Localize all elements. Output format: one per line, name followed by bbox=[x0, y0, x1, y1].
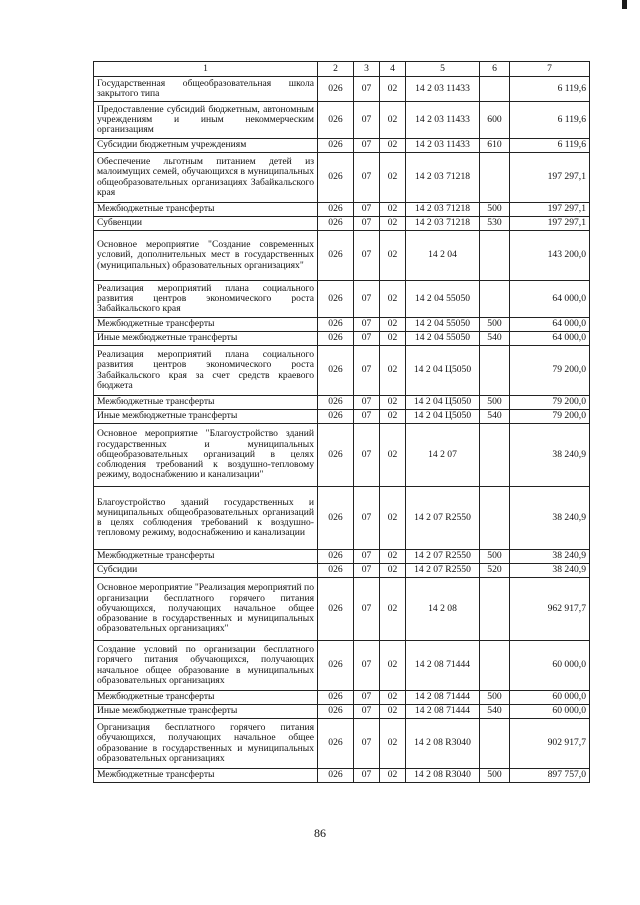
row-amount: 6 119,6 bbox=[510, 102, 590, 139]
table-row bbox=[94, 346, 590, 396]
row-amount: 60 000,0 bbox=[510, 705, 590, 719]
col-header-name: 1 bbox=[94, 62, 318, 77]
row-name: Государственная общеобразовательная школа закрытого типа bbox=[94, 77, 318, 102]
row-target-item: 14 2 03 71218 bbox=[406, 153, 480, 203]
row-name: Межбюджетные трансферты bbox=[94, 691, 318, 705]
row-section: 07 bbox=[354, 719, 380, 769]
row-target-item: 14 2 08 71444 bbox=[406, 641, 480, 691]
table-row bbox=[94, 102, 590, 139]
row-name: Иные межбюджетные трансферты bbox=[94, 705, 318, 719]
row-expense-type: 500 bbox=[480, 396, 510, 410]
row-admin-code: 026 bbox=[318, 410, 354, 424]
row-section: 07 bbox=[354, 332, 380, 346]
row-section: 07 bbox=[354, 77, 380, 102]
row-subsection: 02 bbox=[380, 705, 406, 719]
row-section: 07 bbox=[354, 691, 380, 705]
row-name: Субсидии bbox=[94, 564, 318, 578]
row-admin-code: 026 bbox=[318, 550, 354, 564]
table-row bbox=[94, 318, 590, 332]
row-target-item: 14 2 03 71218 bbox=[406, 217, 480, 231]
row-expense-type bbox=[480, 281, 510, 318]
row-amount: 143 200,0 bbox=[510, 231, 590, 281]
row-target-item: 14 2 03 71218 bbox=[406, 203, 480, 217]
table-row bbox=[94, 231, 590, 281]
table-row bbox=[94, 153, 590, 203]
row-section: 07 bbox=[354, 487, 380, 550]
table-row bbox=[94, 719, 590, 769]
row-name: Организация бесплатного горячего питания обучающихся, получающих начальное общее образование в государственных и муниципальных образовательных организациях bbox=[94, 719, 318, 769]
table-row bbox=[94, 424, 590, 487]
row-expense-type: 530 bbox=[480, 217, 510, 231]
row-section: 07 bbox=[354, 153, 380, 203]
row-section: 07 bbox=[354, 769, 380, 783]
row-amount: 38 240,9 bbox=[510, 550, 590, 564]
scan-corner-mark bbox=[622, 0, 627, 9]
row-name: Реализация мероприятий плана социального развития центров экономического роста Забайкальского края bbox=[94, 281, 318, 318]
row-subsection: 02 bbox=[380, 564, 406, 578]
col-header-amount: 7 bbox=[510, 62, 590, 77]
row-target-item: 14 2 08 R3040 bbox=[406, 719, 480, 769]
row-expense-type: 520 bbox=[480, 564, 510, 578]
row-name: Межбюджетные трансферты bbox=[94, 318, 318, 332]
row-expense-type bbox=[480, 641, 510, 691]
row-target-item: 14 2 03 11433 bbox=[406, 139, 480, 153]
row-target-item: 14 2 07 R2550 bbox=[406, 564, 480, 578]
budget-table bbox=[93, 61, 590, 783]
row-admin-code: 026 bbox=[318, 487, 354, 550]
row-section: 07 bbox=[354, 318, 380, 332]
row-name: Предоставление субсидий бюджетным, автономным учреждениям и иным некоммерческим организациям bbox=[94, 102, 318, 139]
row-admin-code: 026 bbox=[318, 77, 354, 102]
row-admin-code: 026 bbox=[318, 318, 354, 332]
row-admin-code: 026 bbox=[318, 139, 354, 153]
table-row bbox=[94, 769, 590, 783]
page-number: 86 bbox=[314, 826, 326, 840]
row-target-item: 14 2 07 R2550 bbox=[406, 550, 480, 564]
row-subsection: 02 bbox=[380, 691, 406, 705]
row-subsection: 02 bbox=[380, 487, 406, 550]
table-row bbox=[94, 641, 590, 691]
row-admin-code: 026 bbox=[318, 564, 354, 578]
row-amount: 60 000,0 bbox=[510, 691, 590, 705]
row-admin-code: 026 bbox=[318, 203, 354, 217]
row-amount: 197 297,1 bbox=[510, 153, 590, 203]
col-header-section: 3 bbox=[354, 62, 380, 77]
row-section: 07 bbox=[354, 346, 380, 396]
row-name: Благоустройство зданий государственных и муниципальных общеобразовательных организаций в целях соблюдения требований к воздушно-тепловому режиму, водоснабжению и канализации bbox=[94, 487, 318, 550]
row-subsection: 02 bbox=[380, 332, 406, 346]
table-row bbox=[94, 691, 590, 705]
row-amount: 79 200,0 bbox=[510, 346, 590, 396]
table-row bbox=[94, 564, 590, 578]
row-name: Межбюджетные трансферты bbox=[94, 550, 318, 564]
row-target-item: 14 2 07 bbox=[406, 424, 480, 487]
table-row bbox=[94, 77, 590, 102]
table-row bbox=[94, 487, 590, 550]
row-expense-type: 600 bbox=[480, 102, 510, 139]
row-target-item: 14 2 03 11433 bbox=[406, 102, 480, 139]
row-expense-type: 500 bbox=[480, 550, 510, 564]
row-section: 07 bbox=[354, 641, 380, 691]
row-section: 07 bbox=[354, 705, 380, 719]
table-row bbox=[94, 396, 590, 410]
row-amount: 6 119,6 bbox=[510, 139, 590, 153]
row-expense-type: 540 bbox=[480, 410, 510, 424]
row-admin-code: 026 bbox=[318, 102, 354, 139]
row-amount: 962 917,7 bbox=[510, 578, 590, 641]
row-amount: 38 240,9 bbox=[510, 424, 590, 487]
row-expense-type bbox=[480, 77, 510, 102]
row-amount: 60 000,0 bbox=[510, 641, 590, 691]
row-subsection: 02 bbox=[380, 153, 406, 203]
row-section: 07 bbox=[354, 203, 380, 217]
row-target-item: 14 2 04 Ц5050 bbox=[406, 346, 480, 396]
row-section: 07 bbox=[354, 231, 380, 281]
row-subsection: 02 bbox=[380, 550, 406, 564]
row-section: 07 bbox=[354, 410, 380, 424]
row-subsection: 02 bbox=[380, 203, 406, 217]
row-name: Основное мероприятие "Реализация мероприятий по организации бесплатного горячего питания обучающихся, получающих начальное общее образование в государственных и муниципальных образовательных организациях" bbox=[94, 578, 318, 641]
table-body bbox=[94, 77, 590, 783]
row-amount: 902 917,7 bbox=[510, 719, 590, 769]
row-admin-code: 026 bbox=[318, 641, 354, 691]
row-admin-code: 026 bbox=[318, 705, 354, 719]
row-target-item: 14 2 04 55050 bbox=[406, 332, 480, 346]
row-amount: 64 000,0 bbox=[510, 318, 590, 332]
row-section: 07 bbox=[354, 102, 380, 139]
row-admin-code: 026 bbox=[318, 346, 354, 396]
row-amount: 197 297,1 bbox=[510, 217, 590, 231]
row-section: 07 bbox=[354, 139, 380, 153]
row-name: Межбюджетные трансферты bbox=[94, 203, 318, 217]
row-expense-type bbox=[480, 719, 510, 769]
row-name: Межбюджетные трансферты bbox=[94, 769, 318, 783]
row-subsection: 02 bbox=[380, 139, 406, 153]
row-target-item: 14 2 04 Ц5050 bbox=[406, 410, 480, 424]
row-expense-type: 500 bbox=[480, 769, 510, 783]
row-subsection: 02 bbox=[380, 424, 406, 487]
row-subsection: 02 bbox=[380, 281, 406, 318]
row-amount: 79 200,0 bbox=[510, 396, 590, 410]
row-amount: 38 240,9 bbox=[510, 564, 590, 578]
row-name: Иные межбюджетные трансферты bbox=[94, 410, 318, 424]
row-name: Иные межбюджетные трансферты bbox=[94, 332, 318, 346]
row-target-item: 14 2 04 bbox=[406, 231, 480, 281]
row-section: 07 bbox=[354, 578, 380, 641]
row-name: Обеспечение льготным питанием детей из малоимущих семей, обучающихся в муниципальных общеобразовательных организациях Забайкальского края bbox=[94, 153, 318, 203]
row-subsection: 02 bbox=[380, 102, 406, 139]
table-row bbox=[94, 705, 590, 719]
row-section: 07 bbox=[354, 564, 380, 578]
row-name: Реализация мероприятий плана социального развития центров экономического роста Забайкальского края за счет средств краевого бюджета bbox=[94, 346, 318, 396]
row-expense-type: 540 bbox=[480, 332, 510, 346]
row-subsection: 02 bbox=[380, 578, 406, 641]
row-admin-code: 026 bbox=[318, 217, 354, 231]
row-section: 07 bbox=[354, 396, 380, 410]
row-admin-code: 026 bbox=[318, 281, 354, 318]
row-expense-type bbox=[480, 153, 510, 203]
col-header-target-item: 5 bbox=[406, 62, 480, 77]
table-header-row bbox=[94, 62, 590, 77]
col-header-expense-type: 6 bbox=[480, 62, 510, 77]
row-expense-type: 610 bbox=[480, 139, 510, 153]
row-name: Создание условий по организации бесплатного горячего питания обучающихся, получающих начальное общее образование в муниципальных образовательных организациях bbox=[94, 641, 318, 691]
row-amount: 79 200,0 bbox=[510, 410, 590, 424]
row-subsection: 02 bbox=[380, 77, 406, 102]
row-expense-type: 500 bbox=[480, 203, 510, 217]
row-name: Основное мероприятие "Благоустройство зданий государственных и муниципальных общеобразовательных организаций в целях соблюдения требований к воздушно-тепловому режиму, водоснабжению и канализации" bbox=[94, 424, 318, 487]
table-row bbox=[94, 578, 590, 641]
row-section: 07 bbox=[354, 550, 380, 564]
row-subsection: 02 bbox=[380, 217, 406, 231]
row-name: Межбюджетные трансферты bbox=[94, 396, 318, 410]
row-expense-type bbox=[480, 578, 510, 641]
col-header-admin-code: 2 bbox=[318, 62, 354, 77]
row-subsection: 02 bbox=[380, 318, 406, 332]
row-amount: 6 119,6 bbox=[510, 77, 590, 102]
table-row bbox=[94, 217, 590, 231]
row-subsection: 02 bbox=[380, 396, 406, 410]
row-admin-code: 026 bbox=[318, 691, 354, 705]
row-name: Субвенции bbox=[94, 217, 318, 231]
row-target-item: 14 2 03 11433 bbox=[406, 77, 480, 102]
table-row bbox=[94, 332, 590, 346]
row-section: 07 bbox=[354, 424, 380, 487]
row-subsection: 02 bbox=[380, 641, 406, 691]
row-expense-type bbox=[480, 231, 510, 281]
row-amount: 64 000,0 bbox=[510, 281, 590, 318]
row-expense-type: 500 bbox=[480, 318, 510, 332]
row-admin-code: 026 bbox=[318, 424, 354, 487]
row-subsection: 02 bbox=[380, 719, 406, 769]
row-admin-code: 026 bbox=[318, 396, 354, 410]
row-expense-type bbox=[480, 424, 510, 487]
row-target-item: 14 2 08 R3040 bbox=[406, 769, 480, 783]
table-row bbox=[94, 203, 590, 217]
table-row bbox=[94, 139, 590, 153]
row-amount: 197 297,1 bbox=[510, 203, 590, 217]
row-subsection: 02 bbox=[380, 410, 406, 424]
table-row bbox=[94, 281, 590, 318]
row-subsection: 02 bbox=[380, 769, 406, 783]
row-subsection: 02 bbox=[380, 346, 406, 396]
row-target-item: 14 2 04 55050 bbox=[406, 318, 480, 332]
row-expense-type: 540 bbox=[480, 705, 510, 719]
row-name: Основное мероприятие "Создание современных условий, дополнительных мест в государственных (муниципальных) образовательных организациях" bbox=[94, 231, 318, 281]
row-amount: 897 757,0 bbox=[510, 769, 590, 783]
table-row bbox=[94, 410, 590, 424]
row-target-item: 14 2 07 R2550 bbox=[406, 487, 480, 550]
row-target-item: 14 2 04 Ц5050 bbox=[406, 396, 480, 410]
row-admin-code: 026 bbox=[318, 153, 354, 203]
row-expense-type: 500 bbox=[480, 691, 510, 705]
row-target-item: 14 2 08 bbox=[406, 578, 480, 641]
row-admin-code: 026 bbox=[318, 231, 354, 281]
row-target-item: 14 2 08 71444 bbox=[406, 705, 480, 719]
row-subsection: 02 bbox=[380, 231, 406, 281]
row-admin-code: 026 bbox=[318, 578, 354, 641]
row-expense-type bbox=[480, 487, 510, 550]
row-amount: 64 000,0 bbox=[510, 332, 590, 346]
col-header-subsection: 4 bbox=[380, 62, 406, 77]
row-admin-code: 026 bbox=[318, 719, 354, 769]
row-admin-code: 026 bbox=[318, 769, 354, 783]
row-amount: 38 240,9 bbox=[510, 487, 590, 550]
row-section: 07 bbox=[354, 281, 380, 318]
row-target-item: 14 2 04 55050 bbox=[406, 281, 480, 318]
table-row bbox=[94, 550, 590, 564]
row-target-item: 14 2 08 71444 bbox=[406, 691, 480, 705]
row-section: 07 bbox=[354, 217, 380, 231]
row-admin-code: 026 bbox=[318, 332, 354, 346]
row-name: Субсидии бюджетным учреждениям bbox=[94, 139, 318, 153]
row-expense-type bbox=[480, 346, 510, 396]
